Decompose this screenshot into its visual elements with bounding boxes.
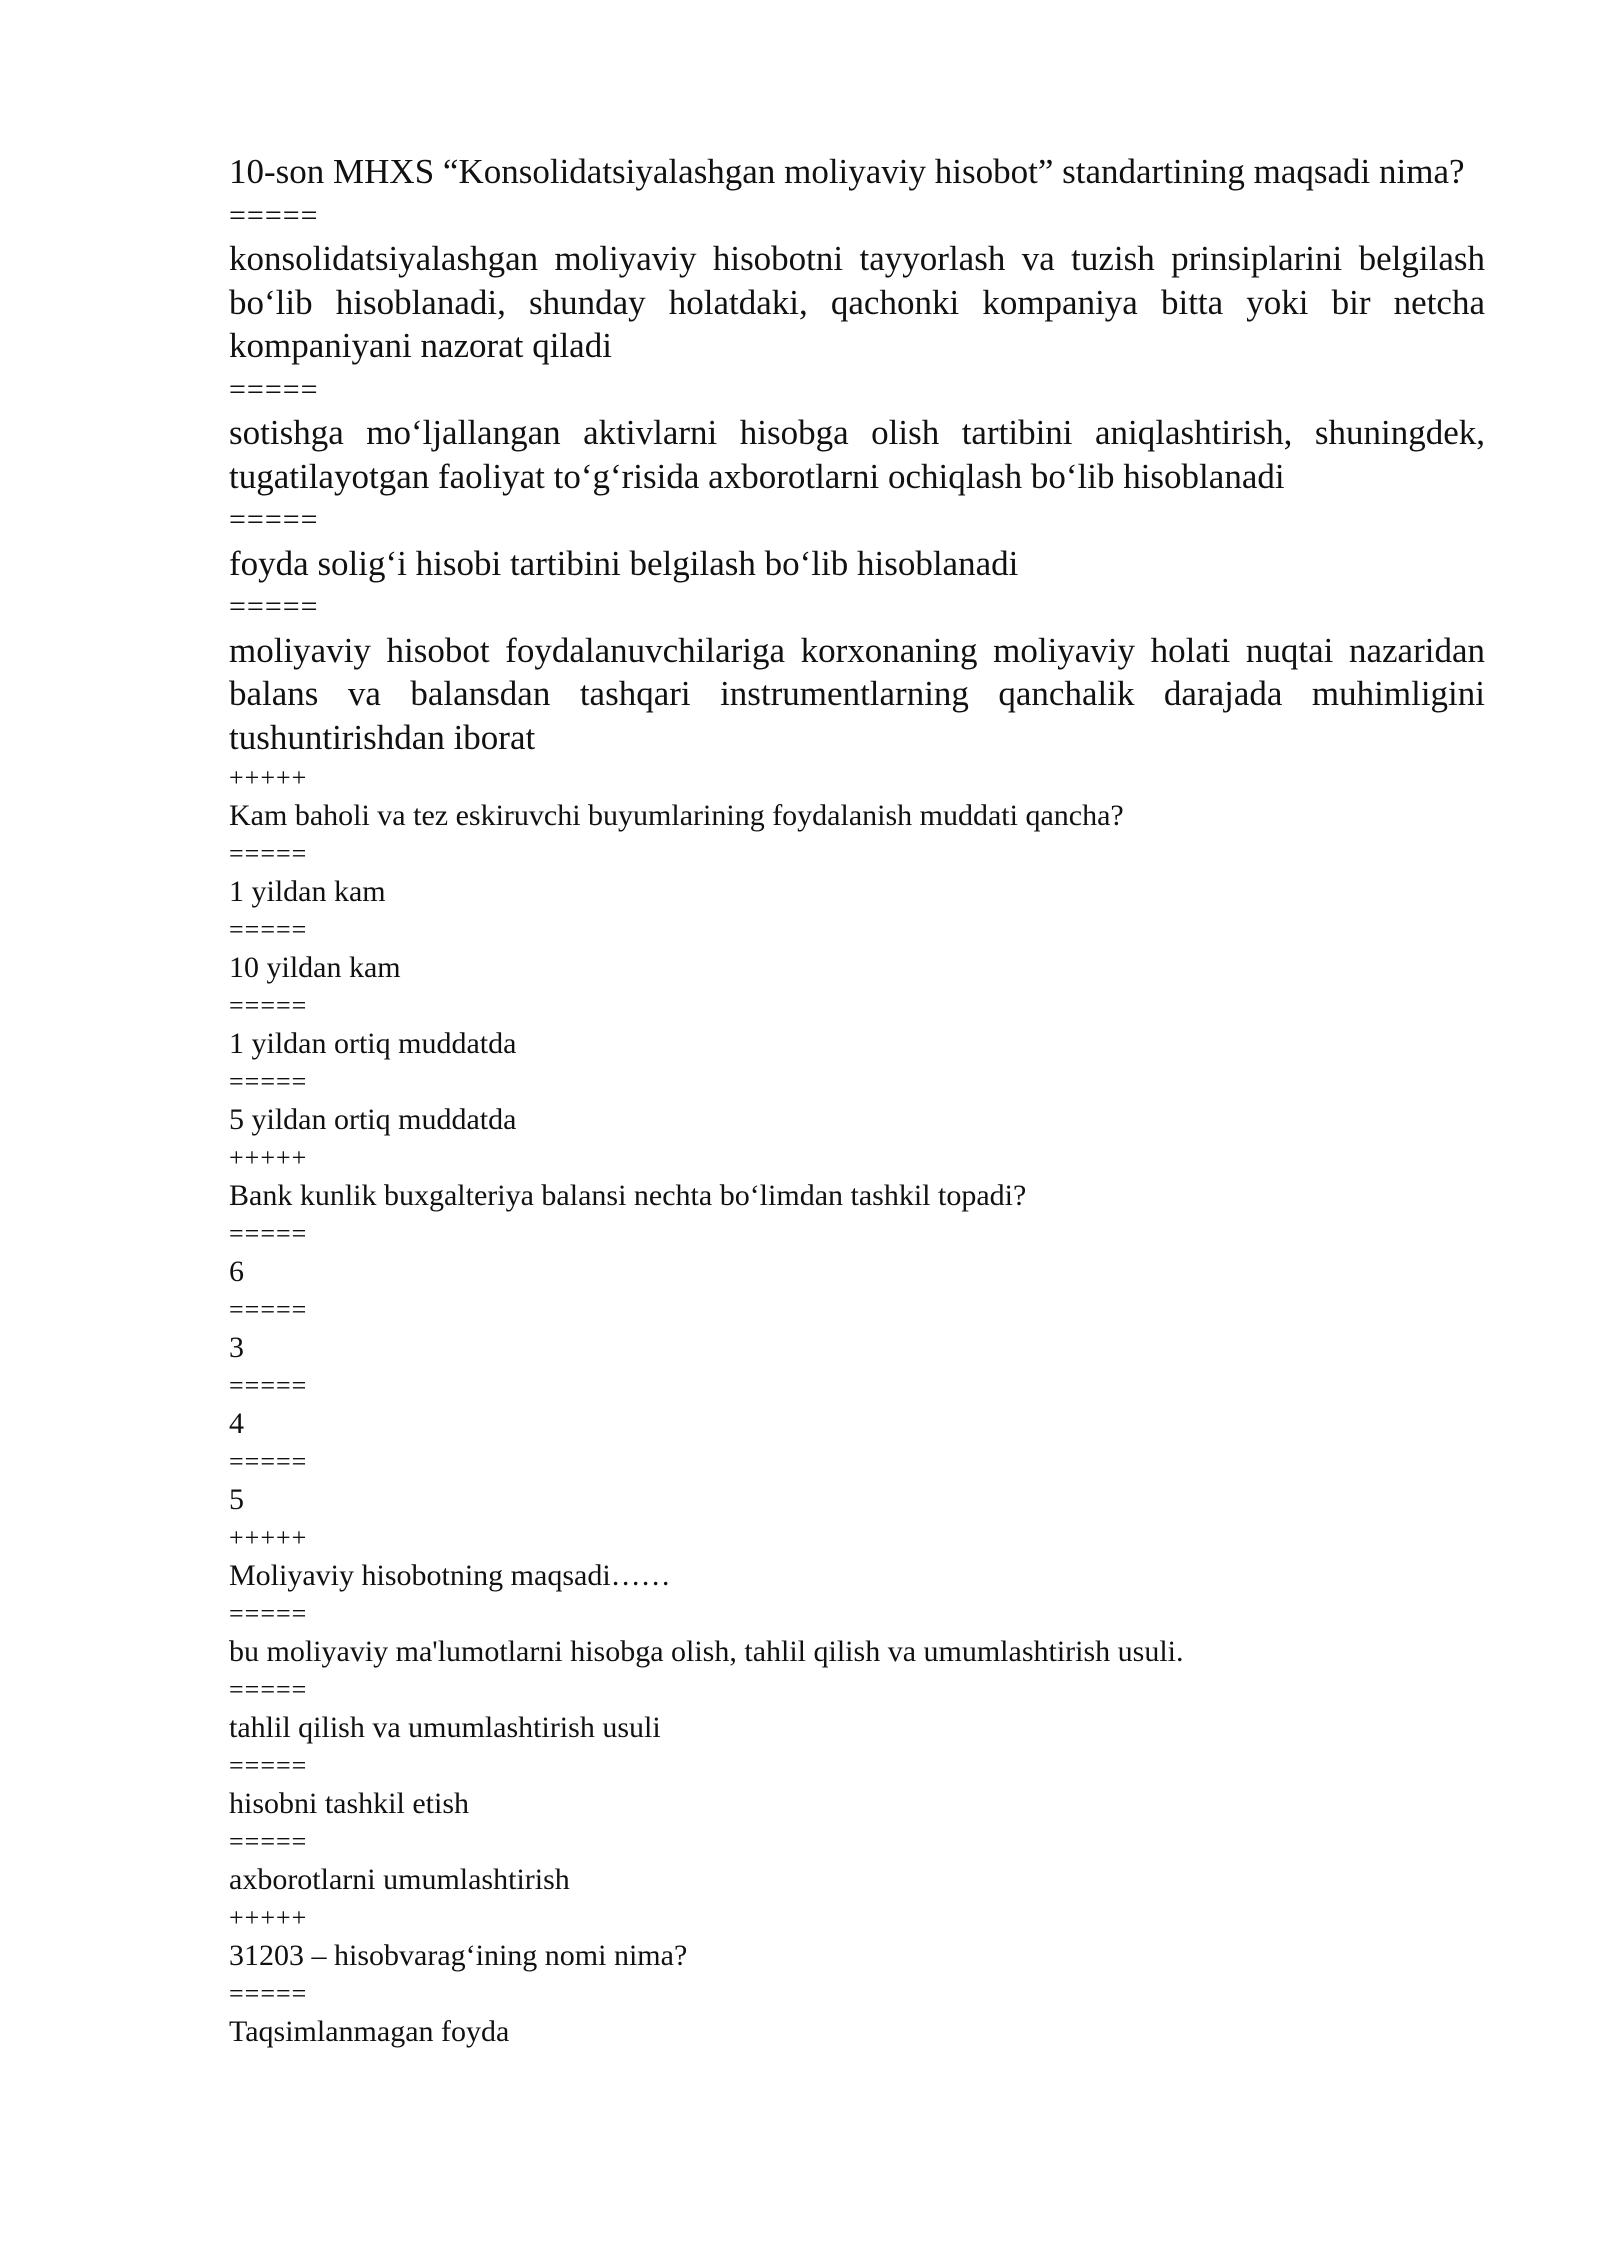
answer-separator: ===== bbox=[229, 1599, 308, 1628]
answer-option: bu moliyaviy ma'lumotlarni hisobga olish, tahlil qilish va umumlashtirish usuli. bbox=[229, 1635, 1184, 1668]
answer-option: axborotlarni umumlashtirish bbox=[229, 1863, 570, 1896]
answer-option: 5 yildan ortiq muddatda bbox=[229, 1103, 517, 1136]
question-block bbox=[229, 1139, 1485, 1519]
answer-separator: ===== bbox=[229, 991, 308, 1020]
answer-option: hisobni tashkil etish bbox=[229, 1787, 469, 1820]
answer-separator: ===== bbox=[229, 503, 319, 536]
question-separator: +++++ bbox=[229, 763, 308, 792]
answer-separator: ===== bbox=[229, 590, 319, 623]
question-text: Kam baholi va tez eskiruvchi buyumlarining foydalanish muddati qancha? bbox=[229, 799, 1124, 832]
question-text: 10-son MHXS “Konsolidatsiyalashgan moliyaviy hisobot” standartining maqsadi nima? bbox=[229, 152, 1465, 191]
answer-separator: ===== bbox=[229, 372, 319, 406]
answer-separator: ===== bbox=[229, 1751, 308, 1780]
question-block bbox=[229, 1899, 1485, 2051]
question-block bbox=[229, 150, 1494, 759]
answer-option: konsolidatsiyalashgan moliyaviy hisobotni tayyorlash va tuzish prinsiplarini belgilash bo‘lib hisoblanadi, shunday holatdaki, qachonki kompaniya bitta yoki bir netcha kompaniyani nazorat qiladi bbox=[229, 239, 1494, 365]
answer-separator: ===== bbox=[229, 915, 308, 944]
answer-option: 6 bbox=[229, 1255, 244, 1288]
answer-separator: ===== bbox=[229, 1371, 308, 1400]
answer-separator: ===== bbox=[229, 1979, 308, 2008]
answer-separator: ===== bbox=[229, 839, 308, 868]
question-separator: +++++ bbox=[229, 1143, 308, 1172]
answer-option: 4 bbox=[229, 1407, 244, 1440]
answer-separator: ===== bbox=[229, 1827, 308, 1856]
answer-separator: ===== bbox=[229, 198, 319, 232]
answer-option: 1 yildan ortiq muddatda bbox=[229, 1027, 517, 1060]
question-separator: +++++ bbox=[229, 1903, 308, 1932]
answer-option: 3 bbox=[229, 1331, 244, 1364]
question-block bbox=[229, 1519, 1485, 1899]
answer-separator: ===== bbox=[229, 1219, 308, 1248]
answer-separator: ===== bbox=[229, 1675, 308, 1704]
question-text: 31203 – hisobvarag‘ining nomi nima? bbox=[229, 1939, 688, 1972]
answer-option: foyda solig‘i hisobi tartibini belgilash bo‘lib hisoblanadi bbox=[229, 543, 1019, 583]
answer-separator: ===== bbox=[229, 1447, 308, 1476]
answer-option: 1 yildan kam bbox=[229, 875, 386, 908]
question-text: Moliyaviy hisobotning maqsadi…… bbox=[229, 1559, 671, 1592]
answer-option: tahlil qilish va umumlashtirish usuli bbox=[229, 1711, 661, 1744]
question-separator: +++++ bbox=[229, 1523, 308, 1552]
answer-option: sotishga mo‘ljallangan aktivlarni hisobga olish tartibini aniqlashtirish, shuningdek, tugatilayotgan faoliyat to‘g‘risida axborotlarni ochiqlash bo‘lib hisoblanadi bbox=[229, 413, 1494, 496]
answer-option: Taqsimlanmagan foyda bbox=[229, 2015, 510, 2048]
question-block bbox=[229, 759, 1485, 1139]
answer-option: moliyaviy hisobot foydalanuvchilariga korxonaning moliyaviy holati nuqtai nazaridan balans va balansdan tashqari instrumentlarning qanchalik darajada muhimligini tushuntirishdan iborat bbox=[229, 630, 1494, 757]
answer-separator: ===== bbox=[229, 1067, 308, 1096]
document-page bbox=[229, 150, 1494, 2051]
answer-option: 5 bbox=[229, 1483, 244, 1516]
answer-separator: ===== bbox=[229, 1295, 308, 1324]
answer-option: 10 yildan kam bbox=[229, 951, 401, 984]
question-text: Bank kunlik buxgalteriya balansi nechta bo‘limdan tashkil topadi? bbox=[229, 1179, 1027, 1212]
